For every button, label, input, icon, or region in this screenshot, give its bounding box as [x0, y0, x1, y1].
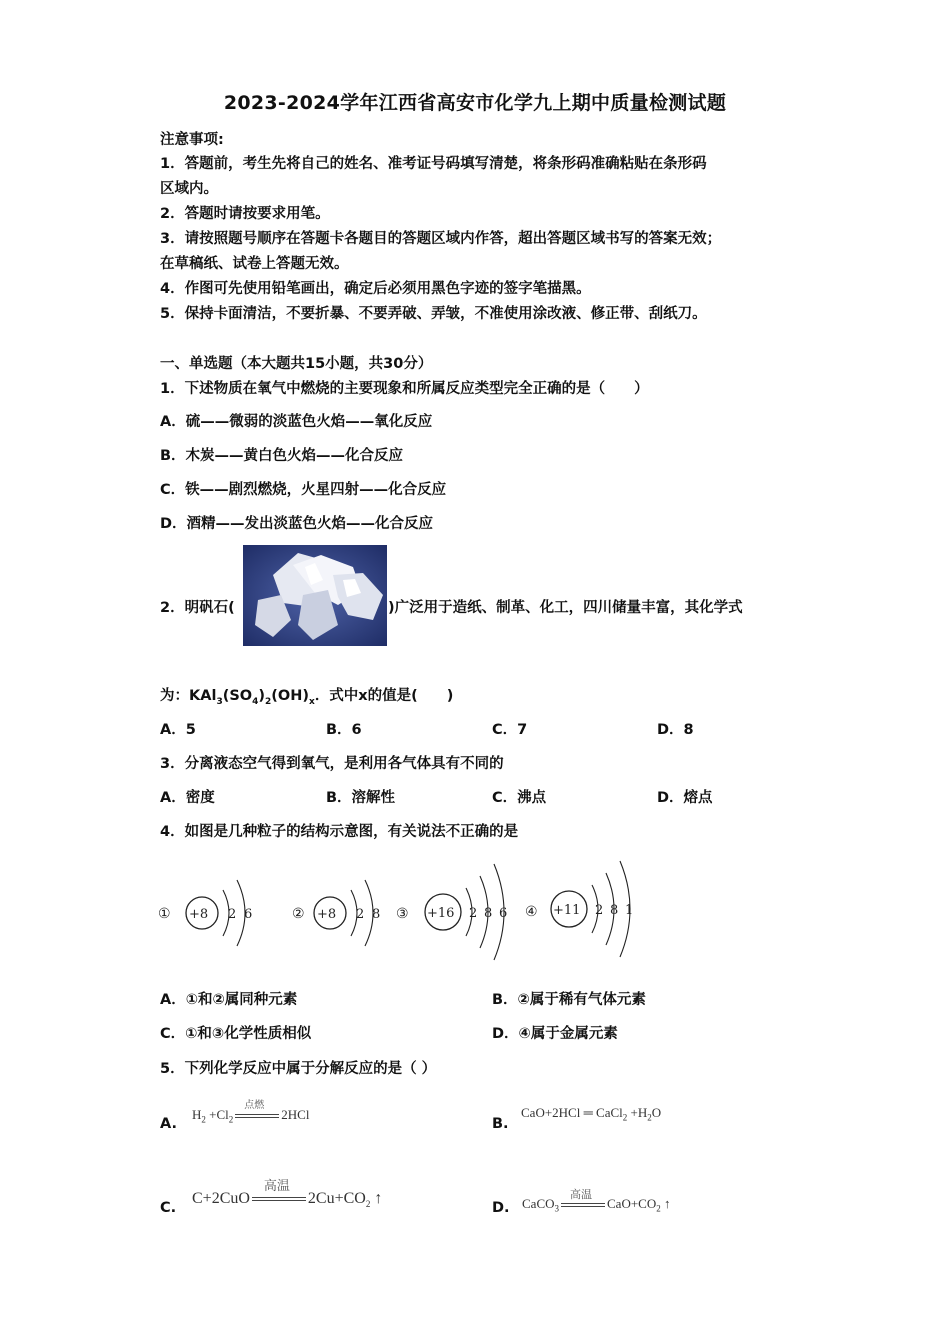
shell-electrons: 8 [372, 907, 381, 922]
q3-option-d: D．熔点 [657, 790, 713, 806]
shell-electrons: 6 [499, 906, 508, 921]
q1-option-d: D．酒精——发出淡蓝色火焰——化合反应 [160, 516, 434, 532]
q1-option-c: C．铁——剧烈燃烧，火星四射——化合反应 [160, 482, 447, 498]
shell-electrons: 8 [484, 906, 493, 921]
q5-equation-a: $H_2 +Cl_2$ 点燃 2HCl [192, 1107, 309, 1125]
nucleus-charge: +11 [553, 903, 581, 918]
q1-option-b: B．木炭——黄白色火焰——化合反应 [160, 448, 404, 464]
shell-electrons: 6 [244, 907, 253, 922]
q3-stem: 3．分离液态空气得到氧气，是利用各气体具有不同的 [160, 756, 504, 772]
q4-option-b: B．②属于稀有气体元素 [492, 992, 646, 1008]
shell-electrons: 2 [469, 906, 478, 921]
atom-structure-diagram [155, 850, 645, 965]
q2-mid: ) [258, 688, 266, 704]
q3-option-a: A．密度 [160, 790, 215, 806]
q2-option-c: C．7 [492, 722, 528, 738]
notice-item: 5．保持卡面清洁，不要折暴、不要弄破、弄皱，不准使用涂改液、修正带、刮纸刀。 [160, 306, 707, 322]
q5-option-d-letter: D. [492, 1200, 510, 1216]
q2-mid: (OH) [271, 688, 309, 704]
notice-heading: 注意事项: [160, 132, 224, 148]
q2-stem-end: )广泛用于造纸、制革、化工，四川储量丰富，其化学式 [388, 600, 743, 616]
q2-option-b: B．6 [326, 722, 362, 738]
q3-option-b: B．溶解性 [326, 790, 396, 806]
shell-electrons: 1 [625, 903, 634, 918]
atom-label: ③ [396, 906, 409, 922]
nucleus-charge: +8 [317, 907, 337, 922]
shell-electrons: 2 [595, 903, 604, 918]
atom-label: ② [292, 906, 305, 922]
shell-electrons: 2 [228, 907, 237, 922]
q2-mid: (SO [222, 688, 253, 704]
page-title: 2023-2024学年江西省高安市化学九上期中质量检测试题 [223, 92, 727, 114]
notice-item: 4．作图可先使用铅笔画出，确定后必须用黑色字迹的签字笔描黑。 [160, 281, 591, 297]
q2-sub: x [309, 696, 315, 707]
atom-label: ① [158, 906, 171, 922]
q5-equation-b: CaO+2HCl ═ CaCl$_2$ $+H_2O$ [521, 1105, 662, 1123]
q5-option-b-letter: B. [492, 1116, 509, 1132]
q5-option-c-letter: C. [160, 1200, 177, 1216]
q2-sub: 2 [265, 696, 272, 707]
q2-option-d: D．8 [657, 722, 694, 738]
q2-formula-line [160, 684, 453, 707]
q5-equation-c: C+2CuO 高温 $2Cu+CO_2$ ↑ [192, 1190, 382, 1209]
notice-item: 2．答题时请按要求用笔。 [160, 206, 330, 222]
q4-option-d: D．④属于金属元素 [492, 1026, 618, 1042]
notice-item: 区域内。 [160, 181, 218, 197]
reaction-condition: 高温 [570, 1188, 592, 1202]
q1-option-a: A．硫——微弱的淡蓝色火焰——氧化反应 [160, 414, 433, 430]
shell-electrons: 8 [610, 903, 619, 918]
q2-suffix: ．式中x的值是( ) [314, 688, 454, 704]
reaction-condition: 高温 [263, 1179, 290, 1195]
nucleus-charge: +16 [427, 906, 455, 921]
q4-option-a: A．①和②属同种元素 [160, 992, 298, 1008]
q5-equation-d: CaCO$_3$ 高温 $CaO+CO_2$ ↑ [522, 1188, 671, 1214]
notice-item: 在草稿纸、试卷上答题无效。 [160, 256, 349, 272]
q2-sub: 3 [216, 696, 223, 707]
reaction-condition: 点燃 [244, 1100, 265, 1112]
q5-stem: 5．下列化学反应中属于分解反应的是（ ） [160, 1061, 437, 1077]
section-heading: 一、单选题（本大题共15小题，共30分） [160, 356, 433, 372]
nucleus-charge: +8 [189, 907, 209, 922]
notice-item: 1．答题前，考生先将自己的姓名、准考证号码填写清楚，将条形码准确粘贴在条形码 [160, 156, 707, 172]
q2-stem-start: 2．明矾石( [160, 600, 235, 616]
q3-option-c: C．沸点 [492, 790, 547, 806]
notice-item: 3．请按照题号顺序在答题卡各题目的答题区域内作答，超出答题区域书写的答案无效； [160, 231, 722, 247]
q2-sub: 4 [252, 696, 259, 707]
shell-electrons: 2 [356, 907, 365, 922]
q2-prefix: 为：KAl [160, 688, 217, 704]
q1-stem: 1．下述物质在氧气中燃烧的主要现象和所属反应类型完全正确的是（ ） [160, 381, 649, 397]
atom-label: ④ [525, 904, 538, 920]
q5-option-a-letter: A. [160, 1116, 177, 1132]
q4-stem: 4．如图是几种粒子的结构示意图，有关说法不正确的是 [160, 824, 519, 840]
alum-crystal-photo [243, 545, 387, 646]
q4-option-c: C．①和③化学性质相似 [160, 1026, 312, 1042]
q2-option-a: A．5 [160, 722, 196, 738]
